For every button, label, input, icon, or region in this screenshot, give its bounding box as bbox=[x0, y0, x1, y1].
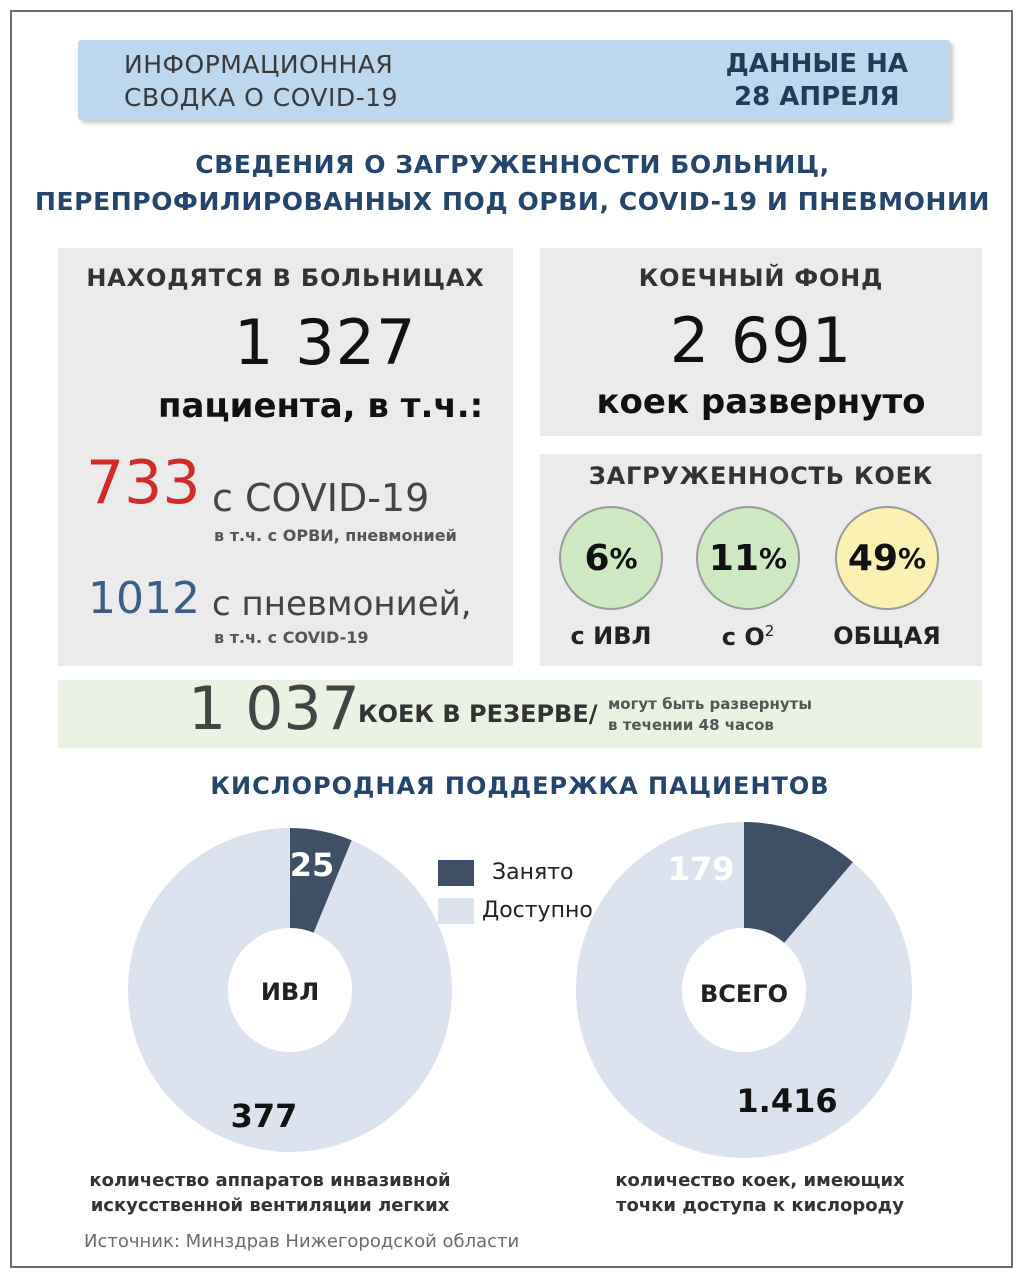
hospitals-total-label: пациента, в т.ч.: bbox=[158, 386, 484, 426]
load-total-unit: % bbox=[898, 541, 927, 575]
caption-total bbox=[560, 1168, 960, 1218]
bed-fund-total: 2 691 bbox=[669, 304, 853, 377]
bed-load-title: ЗАГРУЖЕННОСТЬ КОЕК bbox=[588, 462, 934, 490]
hospitals-total: 1 327 bbox=[234, 306, 417, 379]
donut-center-label-ivl: ИВЛ bbox=[260, 978, 320, 1006]
caption-ivl-line2: искусственной вентиляции легких bbox=[90, 1195, 450, 1216]
donut-center-label-total: ВСЕГО bbox=[700, 980, 788, 1008]
legend-label-available: Доступно bbox=[482, 898, 593, 923]
hospitals-title: НАХОДЯТСЯ В БОЛЬНИЦАХ bbox=[86, 264, 485, 292]
load-label-oxygen-text: с О bbox=[721, 623, 765, 651]
pneumonia-note: в т.ч. с COVID-19 bbox=[214, 628, 369, 647]
bed-fund-title: КОЕЧНЫЙ ФОНД bbox=[638, 264, 884, 292]
reserve-note-line2: в течении 48 часов bbox=[608, 716, 774, 734]
load-total-value: 49 bbox=[847, 537, 899, 579]
covid-note: в т.ч. с ОРВИ, пневмонией bbox=[214, 526, 457, 545]
load-label-oxygen-sup: 2 bbox=[764, 622, 775, 640]
header-title-line2: СВОДКА О COVID-19 bbox=[124, 83, 398, 112]
pneumonia-count: 1012 bbox=[88, 573, 200, 624]
caption-total-line1: количество коек, имеющих bbox=[615, 1170, 905, 1191]
load-ivl-unit: % bbox=[609, 541, 638, 575]
covid-label: с COVID-19 bbox=[212, 476, 430, 520]
load-oxygen-value: 11 bbox=[708, 537, 760, 579]
headline-line1: СВЕДЕНИЯ О ЗАГРУЖЕННОСТИ БОЛЬНИЦ, bbox=[195, 150, 830, 179]
source-note: Источник: Минздрав Нижегородской области bbox=[84, 1231, 520, 1252]
header-date-line2: 28 АПРЕЛЯ bbox=[734, 82, 900, 112]
caption-total-line2: точки доступа к кислороду bbox=[616, 1195, 904, 1216]
legend-swatch-available bbox=[438, 898, 474, 924]
donut-occupied-label-total: 179 bbox=[667, 850, 735, 888]
header-date-line1: ДАННЫЕ НА bbox=[725, 49, 908, 79]
load-label-total: ОБЩАЯ bbox=[833, 622, 941, 650]
legend-label-occupied: Занято bbox=[492, 860, 574, 885]
reserve-count: 1 037 bbox=[188, 674, 360, 744]
donut-available-label-ivl: 377 bbox=[230, 1097, 298, 1135]
donut-occupied-label-ivl: 25 bbox=[289, 846, 335, 884]
donut-available-label-total: 1.416 bbox=[736, 1082, 838, 1120]
legend-swatch-occupied bbox=[438, 860, 474, 886]
header-title-line1: ИНФОРМАЦИОННАЯ bbox=[124, 50, 394, 79]
headline-line2: ПЕРЕПРОФИЛИРОВАННЫХ ПОД ОРВИ, COVID-19 И ПНЕВМОНИИ bbox=[34, 187, 991, 216]
reserve-label: КОЕК В РЕЗЕРВЕ/ bbox=[358, 700, 598, 728]
load-ivl-value: 6 bbox=[584, 537, 610, 579]
caption-ivl bbox=[60, 1168, 480, 1218]
caption-ivl-line1: количество аппаратов инвазивной bbox=[89, 1170, 451, 1191]
load-label-ivl: с ИВЛ bbox=[570, 622, 652, 650]
reserve-note-line1: могут быть развернуты bbox=[608, 695, 812, 713]
bed-fund-label: коек развернуто bbox=[596, 382, 926, 422]
oxygen-title: КИСЛОРОДНАЯ ПОДДЕРЖКА ПАЦИЕНТОВ bbox=[210, 772, 830, 800]
covid-count: 733 bbox=[86, 448, 201, 518]
pneumonia-label: с пневмонией, bbox=[212, 584, 472, 624]
load-oxygen-unit: % bbox=[759, 541, 788, 575]
